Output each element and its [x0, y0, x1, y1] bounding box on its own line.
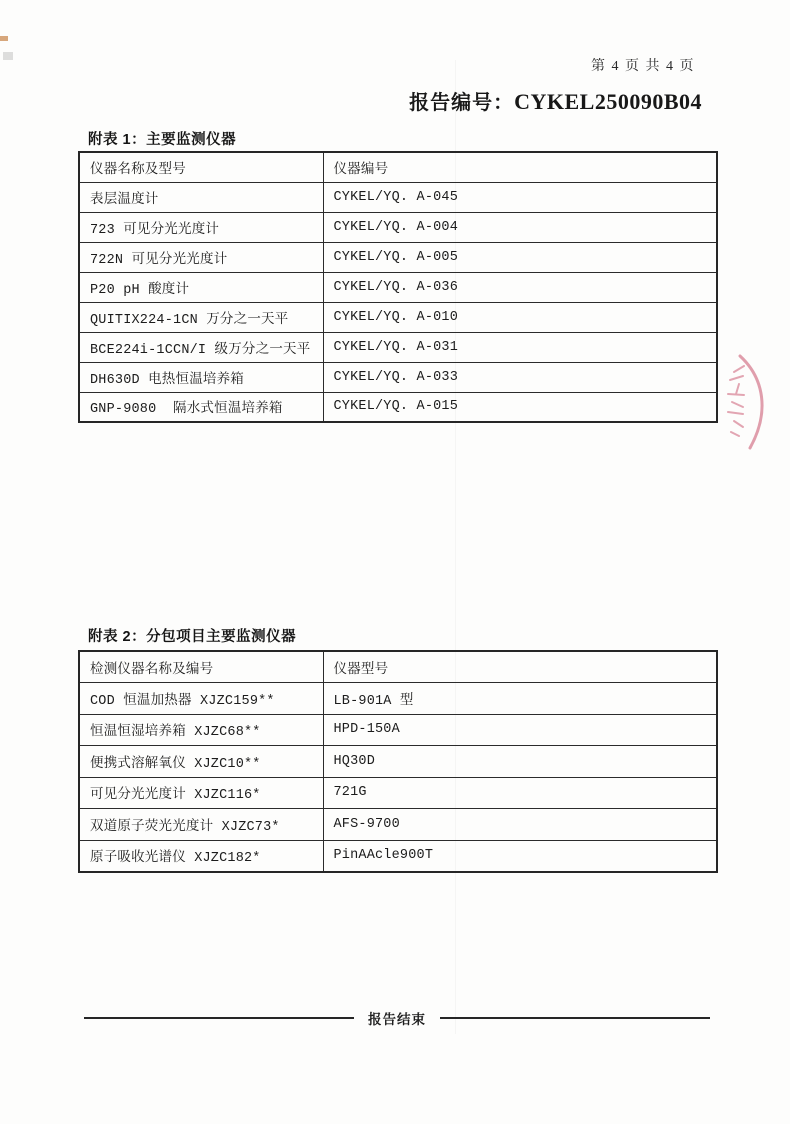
instrument-name-cell: 723 可见分光光度计: [79, 212, 323, 242]
table-row: [79, 272, 717, 302]
report-number-value: CYKEL250090B04: [514, 89, 702, 114]
instrument-name-cell: COD 恒温加热器 XJZC159**: [79, 683, 323, 715]
table2-caption: 附表 2：分包项目主要监测仪器: [88, 629, 297, 645]
table-row: [79, 392, 717, 422]
table-header-row: [79, 651, 717, 683]
instrument-name-cell: 原子吸收光谱仪 XJZC182*: [79, 840, 323, 872]
table-row: [79, 777, 717, 809]
instrument-name-cell: 可见分光光度计 XJZC116*: [79, 777, 323, 809]
table-row: [79, 242, 717, 272]
instrument-value-cell: HPD-150A: [323, 714, 717, 746]
red-seal-stamp: [718, 348, 778, 453]
table-row: [79, 809, 717, 841]
table-row: [79, 362, 717, 392]
instrument-name-cell: BCE224i-1CCN/I 级万分之一天平: [79, 332, 323, 362]
instrument-value-cell: AFS-9700: [323, 809, 717, 841]
instrument-name-cell: 便携式溶解氧仪 XJZC10**: [79, 746, 323, 778]
main-instruments-table: [78, 151, 718, 423]
table-row: [79, 714, 717, 746]
table-row: [79, 302, 717, 332]
instrument-value-cell: CYKEL/YQ. A-015: [323, 392, 717, 422]
divider-line-right: [440, 1017, 710, 1019]
instrument-name-cell: P20 pH 酸度计: [79, 272, 323, 302]
instrument-name-cell: 表层温度计: [79, 182, 323, 212]
instrument-name-cell: GNP-9080 隔水式恒温培养箱: [79, 392, 323, 422]
instrument-value-cell: CYKEL/YQ. A-010: [323, 302, 717, 332]
instrument-value-cell: LB-901A 型: [323, 683, 717, 715]
instrument-value-cell: HQ30D: [323, 746, 717, 778]
instrument-name-cell: 双道原子荧光光度计 XJZC73*: [79, 809, 323, 841]
table-row: [79, 746, 717, 778]
subcontract-instruments-table: [78, 650, 718, 873]
instrument-value-cell: CYKEL/YQ. A-033: [323, 362, 717, 392]
instrument-value-cell: 721G: [323, 777, 717, 809]
report-number-line: [409, 86, 702, 115]
instrument-name-cell: QUITIX224-1CN 万分之一天平: [79, 302, 323, 332]
page-number-indicator: 第 4 页 共 4 页: [591, 59, 695, 74]
instrument-value-cell: PinAAcle900T: [323, 840, 717, 872]
report-number-label: 报告编号：: [409, 92, 515, 114]
instrument-value-cell: CYKEL/YQ. A-036: [323, 272, 717, 302]
table-row: [79, 212, 717, 242]
report-end-divider: [84, 1008, 710, 1028]
table-row: [79, 332, 717, 362]
column-header-name: 检测仪器名称及编号: [79, 651, 323, 683]
table-row: [79, 840, 717, 872]
instrument-value-cell: CYKEL/YQ. A-045: [323, 182, 717, 212]
table-header-row: [79, 152, 717, 182]
instrument-name-cell: DH630D 电热恒温培养箱: [79, 362, 323, 392]
column-header-model: 仪器型号: [323, 651, 717, 683]
instrument-name-cell: 恒温恒湿培养箱 XJZC68**: [79, 714, 323, 746]
report-end-label: 报告结束: [368, 1012, 426, 1027]
column-header-id: 仪器编号: [323, 152, 717, 182]
instrument-value-cell: CYKEL/YQ. A-004: [323, 212, 717, 242]
table-row: [79, 683, 717, 715]
instrument-value-cell: CYKEL/YQ. A-031: [323, 332, 717, 362]
scan-artifact-mark: [0, 36, 8, 41]
instrument-value-cell: CYKEL/YQ. A-005: [323, 242, 717, 272]
table1-caption: 附表 1：主要监测仪器: [88, 132, 237, 148]
divider-line-left: [84, 1017, 354, 1019]
scan-artifact-mark: [3, 52, 13, 60]
table-row: [79, 182, 717, 212]
instrument-name-cell: 722N 可见分光光度计: [79, 242, 323, 272]
column-header-name: 仪器名称及型号: [79, 152, 323, 182]
